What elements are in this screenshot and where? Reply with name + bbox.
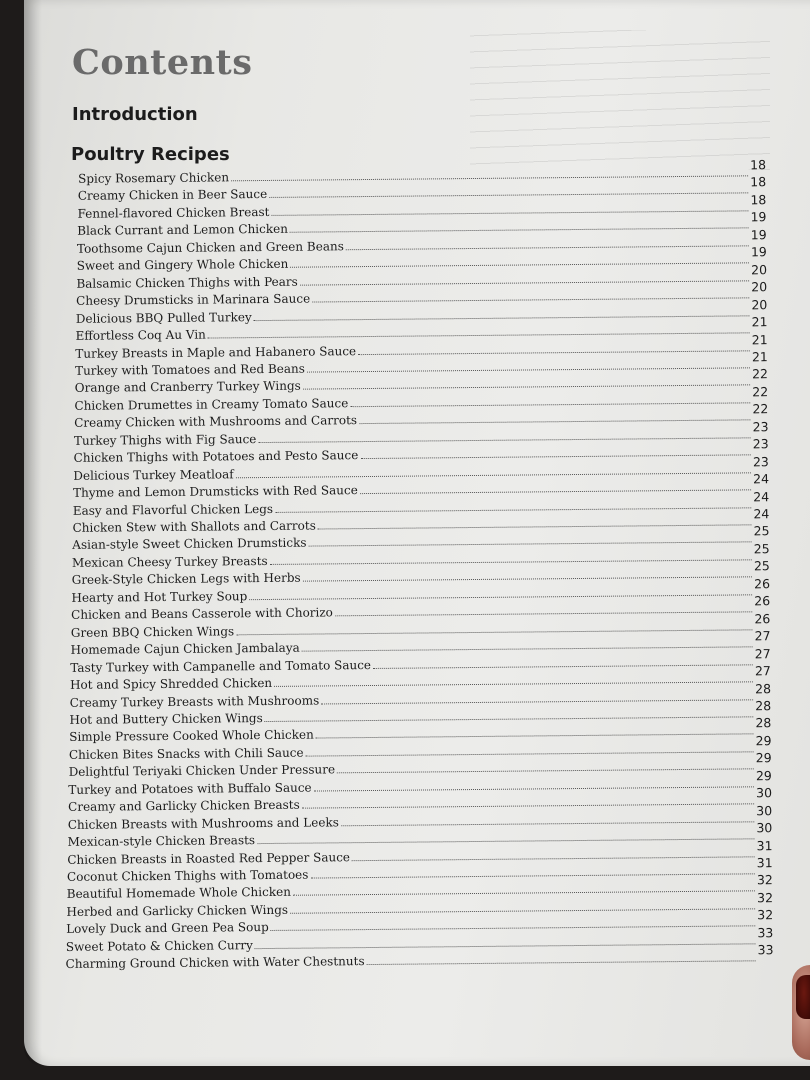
toc-entry-page-number: 29 (755, 733, 772, 749)
toc-entry-title: Fennel-flavored Chicken Breast (77, 204, 270, 221)
toc-entry-page-number: 22 (752, 384, 769, 400)
dot-leader (293, 891, 755, 896)
toc-entry-page-number: 27 (754, 663, 771, 679)
dot-leader (360, 455, 751, 460)
dot-leader (309, 542, 752, 547)
toc-entry-page-number: 20 (750, 261, 768, 278)
toc-entry-page-number: 32 (757, 890, 774, 906)
toc-entry-title: Turkey Thighs with Fig Sauce (73, 431, 257, 448)
toc-entry-page-number: 31 (756, 837, 773, 853)
toc-entry-page-number: 24 (753, 506, 770, 522)
toc-entry-page-number: 25 (753, 523, 770, 539)
dot-leader (290, 263, 749, 268)
toc-entry-title: Chicken Drumettes in Creamy Tomato Sauce (74, 396, 349, 413)
toc-entry-page-number: 30 (756, 820, 773, 836)
dot-leader (236, 629, 752, 635)
dot-leader (265, 716, 754, 722)
toc-entry-page-number: 30 (756, 785, 773, 801)
toc-entry-page-number: 26 (754, 610, 771, 627)
toc-entry-title: Chicken Breasts with Mushrooms and Leeks (67, 814, 339, 832)
toc-entry-page-number: 19 (750, 209, 767, 225)
toc-entry-page-number: 28 (755, 680, 772, 696)
dot-leader (255, 943, 756, 949)
dot-leader (367, 961, 756, 966)
dot-leader (302, 646, 753, 651)
dot-leader (302, 804, 754, 809)
toc-entry-page-number: 26 (754, 575, 771, 592)
fingernail (796, 975, 810, 1019)
dot-leader (373, 664, 753, 669)
toc-entry-title: Effortless Coq Au Vin (75, 327, 206, 343)
dot-leader (303, 577, 752, 582)
table-of-contents (56, 157, 784, 980)
dot-leader (337, 769, 754, 774)
toc-entry-page-number: 20 (751, 296, 768, 312)
toc-entry-title: Hot and Buttery Chicken Wings (69, 710, 263, 727)
toc-entry-page-number: 33 (757, 924, 774, 941)
toc-entry-title: Asian-style Sweet Chicken Drumsticks (72, 536, 307, 553)
toc-entry-page-number: 31 (756, 855, 773, 871)
dot-leader (359, 420, 750, 425)
toc-entry-title: Easy and Flavorful Chicken Legs (72, 501, 274, 518)
toc-entry-title: Cheesy Drumsticks in Marinara Sauce (76, 291, 311, 308)
toc-entry-title: Turkey Breasts in Maple and Habanero Sauce (75, 343, 357, 361)
dot-leader (307, 367, 750, 372)
toc-entry-page-number: 29 (755, 750, 772, 766)
dot-leader (231, 175, 748, 181)
toc-entry-title: Thyme and Lemon Drumsticks with Red Sauce (73, 483, 358, 500)
toc-entry-page-number: 21 (751, 349, 768, 365)
toc-entry-page-number: 25 (753, 558, 770, 574)
show-through-text (470, 30, 770, 170)
toc-entry-page-number: 25 (753, 541, 770, 557)
toc-entry-title: Delightful Teriyaki Chicken Under Pressure (68, 762, 336, 780)
toc-entry-page-number: 24 (753, 471, 770, 487)
toc-entry-title: Balsamic Chicken Thighs with Pears (76, 274, 298, 291)
page-gutter-shadow (24, 0, 42, 1066)
toc-entry-title: Chicken Bites Snacks with Chili Sauce (68, 745, 304, 762)
toc-entry-title: Creamy Turkey Breasts with Mushrooms (69, 692, 320, 710)
dot-leader (257, 838, 754, 844)
toc-entry-title: Simple Pressure Cooked Whole Chicken (69, 727, 314, 745)
dot-leader (236, 472, 751, 478)
dot-leader (310, 873, 754, 878)
toc-entry-title: Toothsome Cajun Chicken and Green Beans (76, 239, 344, 256)
dot-leader (314, 786, 754, 791)
dot-leader (350, 402, 750, 407)
toc-entry-title: Delicious BBQ Pulled Turkey (75, 309, 252, 326)
toc-entry-page-number: 23 (752, 436, 769, 452)
toc-entry-page-number: 22 (752, 401, 769, 417)
toc-entry-page-number: 24 (753, 488, 770, 504)
toc-entry-title: Creamy Chicken in Beer Sauce (77, 187, 268, 204)
dot-leader (290, 228, 749, 233)
toc-entry-title: Spicy Rosemary Chicken (78, 170, 230, 186)
section-poultry-recipes: Poultry Recipes (71, 144, 230, 165)
toc-entry-title: Black Currant and Lemon Chicken (77, 222, 288, 239)
dot-leader (270, 559, 752, 565)
toc-entry-title: Coconut Chicken Thighs with Tomatoes (66, 867, 309, 884)
toc-entry-page-number: 21 (751, 331, 768, 347)
toc-entry-page-number: 22 (751, 366, 769, 382)
toc-entry-title: Chicken Breasts in Roasted Red Pepper Sauce (67, 849, 351, 867)
page-title: Contents (72, 42, 253, 83)
dot-leader (249, 594, 752, 600)
toc-entry-title: Beautiful Homemade Whole Chicken (66, 885, 291, 902)
dot-leader (358, 350, 750, 355)
dot-leader (316, 734, 754, 739)
toc-entry-title: Turkey with Tomatoes and Red Beans (74, 361, 305, 378)
dot-leader (271, 210, 748, 216)
dot-leader (318, 524, 752, 529)
toc-entry-title: Delicious Turkey Meatloaf (73, 466, 234, 483)
dot-leader (360, 489, 751, 494)
dot-leader (341, 821, 754, 826)
toc-entry-title: Mexican-style Chicken Breasts (67, 833, 256, 850)
toc-entry-page-number: 27 (754, 645, 771, 661)
toc-entry-page-number: 19 (750, 226, 767, 243)
dot-leader (335, 612, 752, 617)
toc-entry-page-number: 18 (750, 157, 767, 173)
toc-entry-page-number: 28 (755, 698, 772, 714)
dot-leader (275, 507, 751, 513)
toc-entry-title: Sweet and Gingery Whole Chicken (76, 257, 289, 274)
toc-entry-title: Greek-Style Chicken Legs with Herbs (71, 571, 301, 588)
dot-leader (312, 297, 749, 302)
toc-entry-title: Charming Ground Chicken with Water Chestnuts (65, 954, 365, 972)
toc-entry-title: Homemade Cajun Chicken Jambalaya (70, 640, 300, 658)
toc-entry-page-number: 23 (752, 418, 769, 435)
dot-leader (269, 193, 748, 199)
toc-entry-title: Turkey and Potatoes with Buffalo Sauce (68, 780, 312, 797)
toc-entry-title: Creamy Chicken with Mushrooms and Carrots (74, 413, 358, 431)
toc-entry-title: Hearty and Hot Turkey Soup (71, 588, 248, 605)
toc-entry-page-number: 27 (754, 628, 771, 644)
dot-leader (300, 280, 749, 285)
dot-leader (290, 908, 755, 913)
dot-leader (306, 751, 754, 756)
dot-leader (271, 926, 756, 932)
toc-entry-title: Chicken Thighs with Potatoes and Pesto Sauce (73, 448, 359, 466)
toc-entry-title: Herbed and Garlicky Chicken Wings (66, 902, 289, 919)
dot-leader (352, 856, 755, 861)
toc-entry-page-number: 30 (756, 802, 773, 818)
toc-entry-page-number: 18 (750, 174, 767, 190)
dot-leader (346, 245, 749, 250)
toc-entry-page-number: 32 (756, 872, 773, 888)
toc-entry-page-number: 33 (757, 942, 774, 958)
toc-entry-title: Chicken Stew with Shallots and Carrots (72, 518, 316, 535)
toc-entry-page-number: 19 (750, 244, 767, 260)
toc-entry-title: Sweet Potato & Chicken Curry (65, 937, 253, 954)
toc-entry-title: Lovely Duck and Green Pea Soup (66, 920, 269, 937)
toc-entry-title: Orange and Cranberry Turkey Wings (74, 379, 301, 396)
dot-leader (303, 385, 750, 390)
toc-entry-title: Hot and Spicy Shredded Chicken (69, 675, 273, 692)
section-introduction: Introduction (72, 104, 198, 125)
toc-entry-page-number: 20 (751, 279, 768, 295)
toc-entry-page-number: 18 (750, 192, 767, 208)
dot-leader (274, 681, 753, 687)
toc-entry-page-number: 32 (757, 907, 774, 923)
toc-entry-page-number: 21 (751, 314, 768, 330)
toc-entry-page-number: 26 (754, 593, 771, 609)
toc-entry-page-number: 29 (755, 767, 772, 784)
toc-entry-title: Mexican Cheesy Turkey Breasts (71, 553, 268, 570)
toc-entry-title: Creamy and Garlicky Chicken Breasts (68, 797, 300, 815)
toc-entry-page-number: 23 (752, 453, 769, 469)
dot-leader (254, 315, 750, 321)
dot-leader (258, 437, 750, 443)
dot-leader (321, 699, 753, 704)
toc-entry-page-number: 28 (755, 715, 772, 731)
toc-entry-title: Tasty Turkey with Campanelle and Tomato Sauce (70, 657, 372, 675)
toc-entry-title: Green BBQ Chicken Wings (70, 623, 235, 640)
toc-entry-title: Chicken and Beans Casserole with Chorizo (71, 605, 333, 623)
